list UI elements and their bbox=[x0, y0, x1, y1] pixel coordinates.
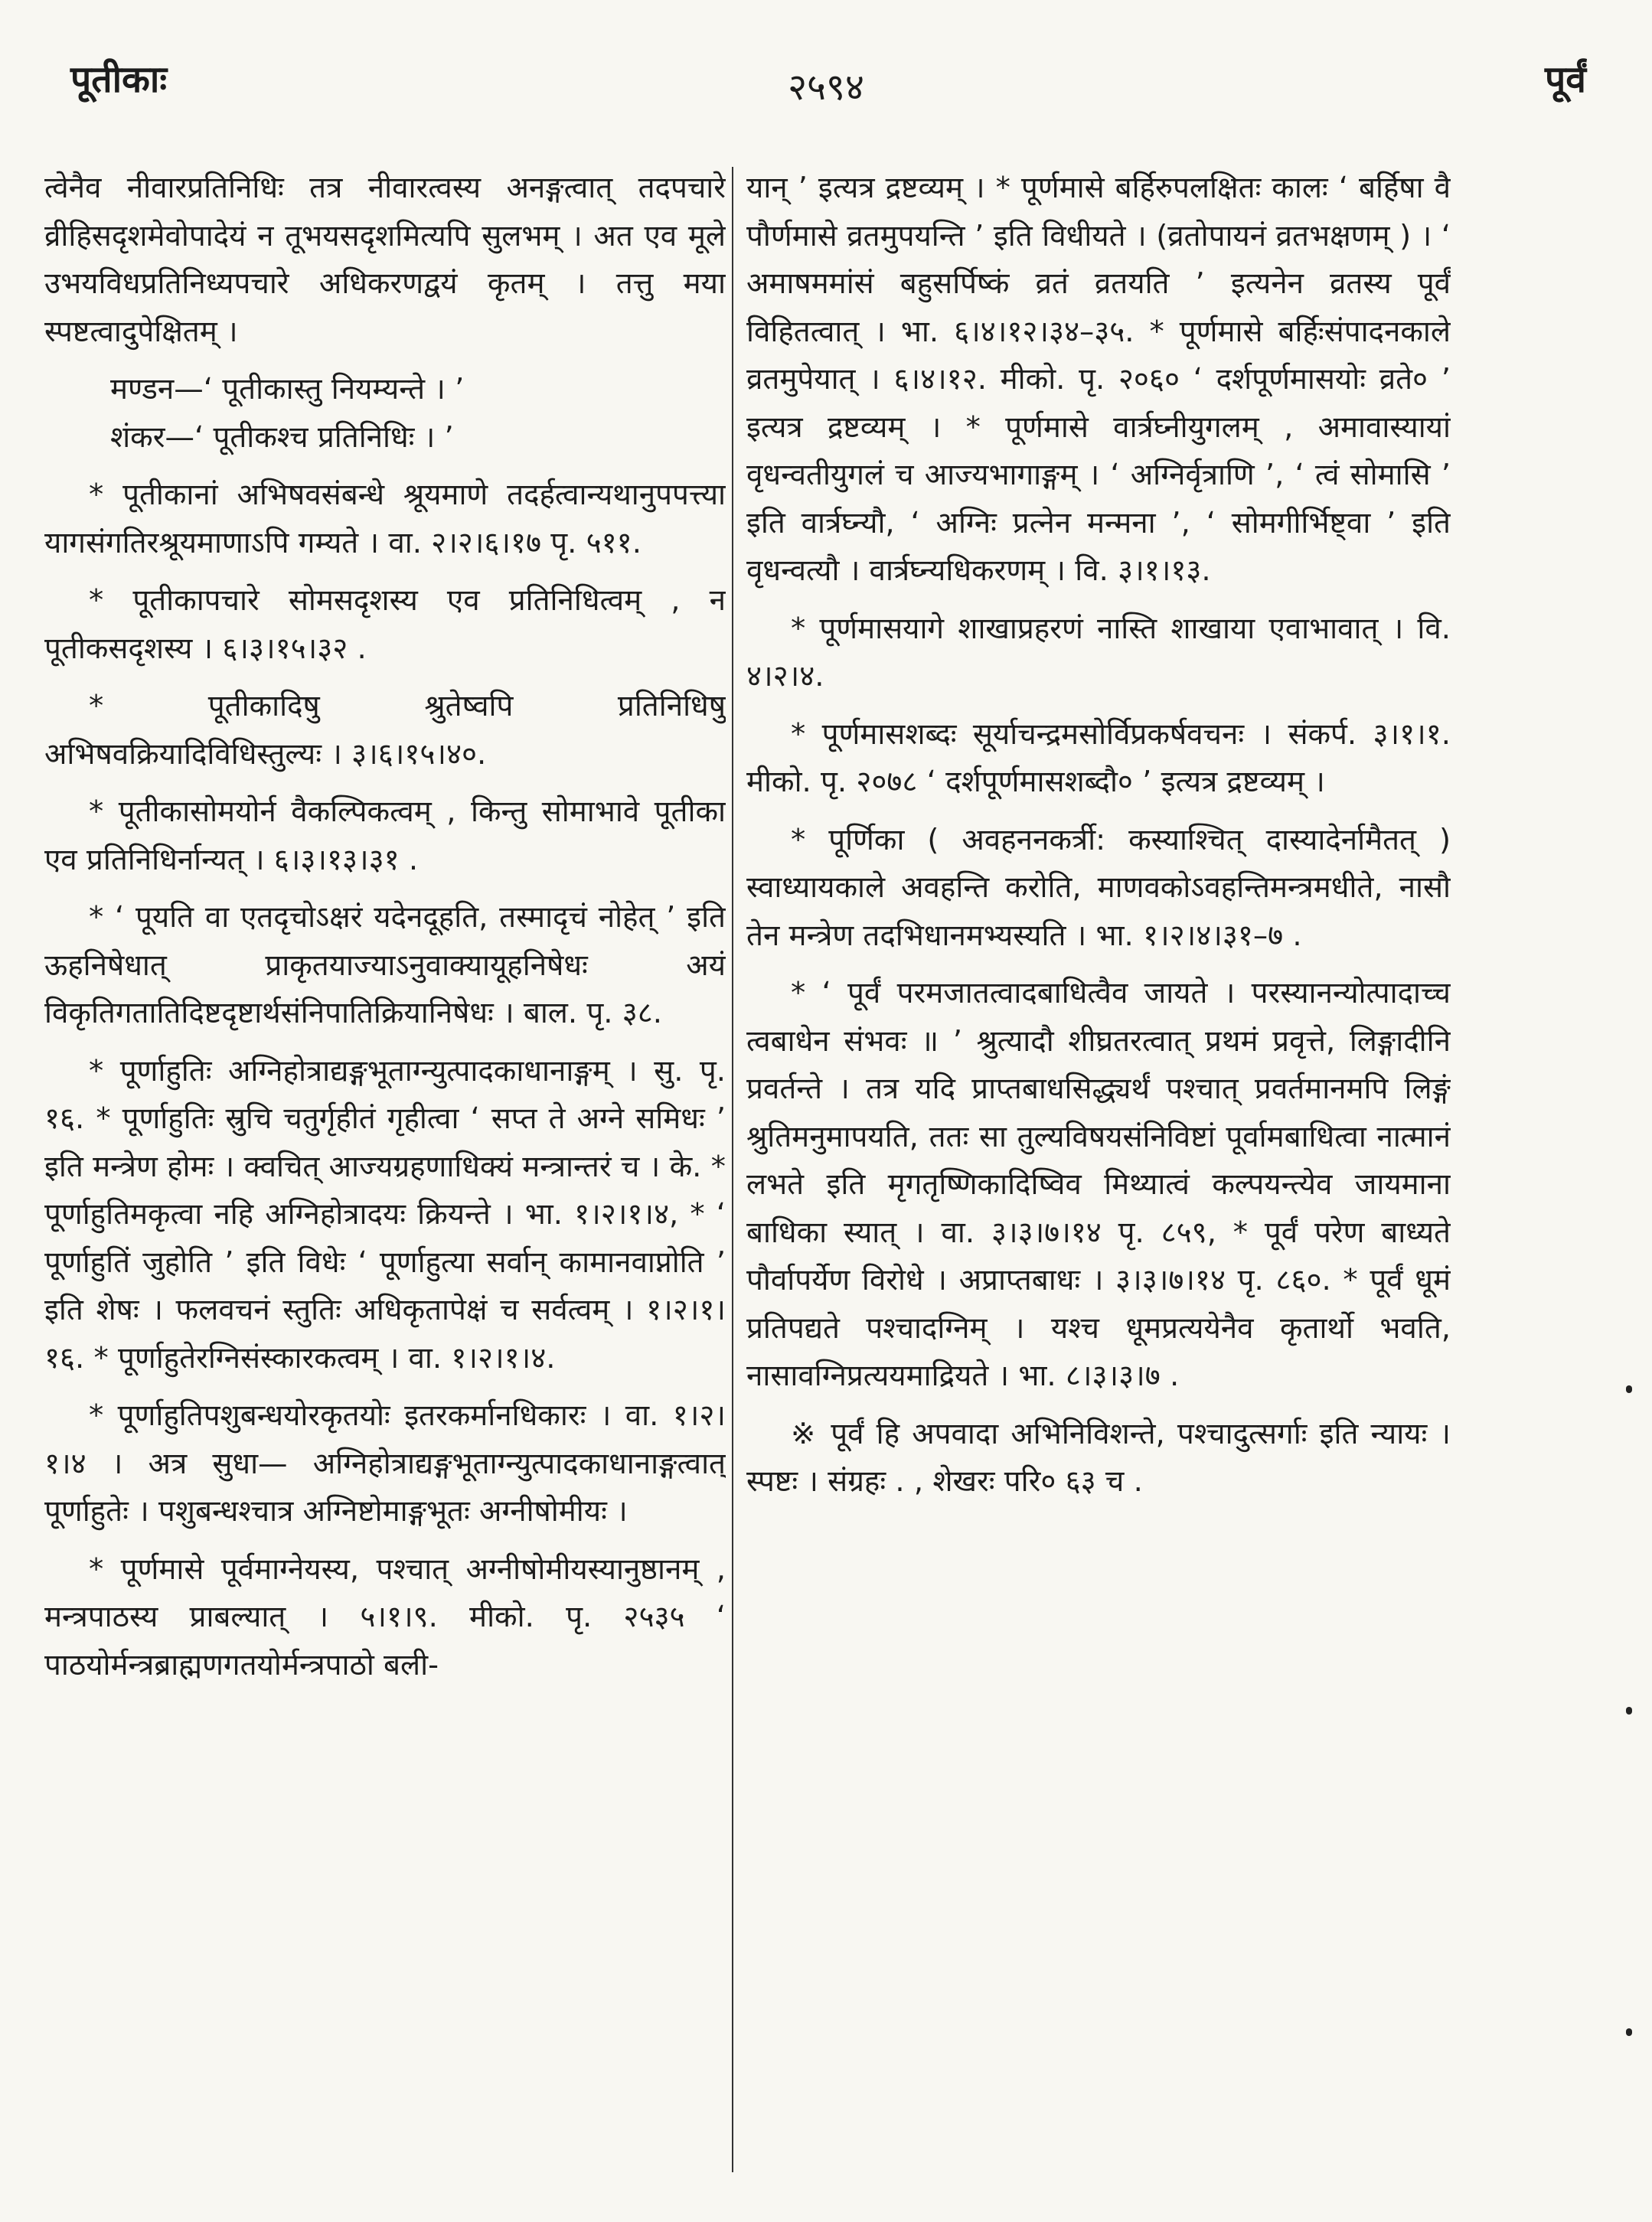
left-paragraph: त्वेनैव नीवारप्रतिनिधिः तत्र नीवारत्वस्य अनङ्गत्वात् तदपचारे व्रीहिसदृशमेवोपादेयं न तूभयसदृशमित्यपि सुलभम् । अत एव मूले उभयविधप्रतिनिध्यपचारे अधिकरणद्वयं कृतम् । तत्तु मया स्पष्टत्वादुपेक्षितम् । bbox=[44, 171, 726, 349]
left-paragraph: * पूतीकासोमयोर्न वैकल्पिकत्वम् , किन्तु सोमाभावे पूतीका एव प्रतिनिधिर्नान्यत् । ६।३।१३।३१ . bbox=[44, 795, 726, 877]
column-divider bbox=[732, 167, 733, 2172]
left-paragraph: शंकर—‘ पूतीकश्च प्रतिनिधिः । ’ bbox=[110, 419, 454, 455]
left-paragraph: * पूर्णमासे पूर्वमाग्नेयस्य, पश्चात् अग्नीषोमीयस्यानुष्ठानम् , मन्त्रपाठस्य प्राबल्यात् । ५।१।९. मीको. पृ. २५३५ ‘ पाठयोर्मन्त्रब्राह्मणगतयोर्मन्त्रपाठो बली- bbox=[44, 1551, 726, 1682]
page-header-right: पूर्वं bbox=[1545, 58, 1586, 101]
left-paragraph: मण्डन—‘ पूतीकास्तु नियम्यन्ते । ’ bbox=[110, 372, 465, 406]
margin-speck bbox=[1626, 1385, 1632, 1393]
right-paragraph: * पूर्णमासशब्दः सूर्याचन्द्रमसोर्विप्रकर्षवचनः । संकर्प. ३।१।१. मीको. पृ. २०७८ ‘ दर्शपूर्णमासशब्दौ० ’ इत्यत्र द्रष्टव्यम् । bbox=[746, 716, 1451, 799]
left-paragraph: * पूर्णाहुतिः अग्निहोत्राद्यङ्गभूताग्न्युत्पादकाधानाङ्गम् । सु. पृ. १६. * पूर्णाहुतिः स्रुचि चतुर्गृहीतं गृहीत्वा ‘ सप्त ते अग्ने समिधः ’ इति मन्त्रेण होमः । क्वचित् आज्यग्रहणाधिक्यं मन्त्रान्तरं च । के. * पूर्णाहुतिमकृत्वा नहि अग्निहोत्रादयः क्रियन्ते । भा. १।२।१।४, * ‘ पूर्णाहुतिं जुहोति ’ इति विधेः ‘ पूर्णाहुत्या सर्वान् कामानवाप्नोति ’ इति शेषः । फलवचनं स्तुतिः अधिकृतापेक्षं च सर्वत्वम् । १।२।१।१६. * पूर्णाहुतेरग्निसंस्कारकत्वम् । वा. १।२।१।४. bbox=[44, 1053, 726, 1375]
right-paragraph: * पूर्णिका ( अवहननकर्त्री: कस्याश्चित् दास्यादेर्नामैतत् ) स्वाध्यायकाले अवहन्ति करोति, माणवकोऽवहन्तिमन्त्रमधीते, नासौ तेन मन्त्रेण तदभिधानमभ्यस्यति । भा. १।२।४।३१–७ . bbox=[746, 822, 1451, 953]
margin-speck bbox=[1626, 1707, 1632, 1715]
left-paragraph: * पूतीकापचारे सोमसदृशस्य एव प्रतिनिधित्वम् , न पूतीकसदृशस्य । ६।३।१५।३२ . bbox=[44, 583, 726, 666]
left-paragraph: * पूर्णाहुतिपशुबन्धयोरकृतयोः इतरकर्मानधिकारः । वा. १।२।१।४ । अत्र सुधा— अग्निहोत्राद्यङ्गभूताग्न्युत्पादकाधानाङ्गत्वात् पूर्णाहुतेः । पशुबन्धश्चात्र अग्निष्टोमाङ्गभूतः अग्नीषोमीयः । bbox=[44, 1398, 726, 1529]
right-paragraph: यान् ’ इत्यत्र द्रष्टव्यम् । * पूर्णमासे बर्हिरुपलक्षितः कालः ‘ बर्हिषा वै पौर्णमासे व्रतमुपयन्ति ’ इति विधीयते । (व्रतोपायनं व्रतभक्षणम् ) । ‘ अमाषममांसं बहुसर्पिष्कं व्रतं व्रतयति ’ इत्यनेन व्रतस्य पूर्वं विहितत्वात् । भा. ६।४।१२।३४–३५. * पूर्णमासे बर्हिःसंपादनकाले व्रतमुपेयात् । ६।४।१२. मीको. पृ. २०६० ‘ दर्शपूर्णमासयोः व्रते० ’ इत्यत्र द्रष्टव्यम् । * पूर्णमासे वार्त्रघ्नीयुगलम् , अमावास्यायां वृधन्वतीयुगलं च आज्यभागाङ्गम् । ‘ अग्निर्वृत्राणि ’, ‘ त्वं सोमासि ’ इति वार्त्रघ्न्यौ, ‘ अग्निः प्रत्नेन मन्मना ’, ‘ सोमगीर्भिष्ट्वा ’ इति वृधन्वत्यौ । वार्त्रघ्न्यधिकरणम् । वि. ३।१।१३. bbox=[746, 171, 1451, 588]
page-header-left: पूतीकाः bbox=[70, 58, 168, 101]
right-paragraph: * ‘ पूर्वं परमजातत्वादबाधित्वैव जायते । परस्यानन्योत्पादाच्च त्वबाधेन संभवः ॥ ’ श्रुत्यादौ शीघ्रतरत्वात् प्रथमं प्रवृत्ते, लिङ्गादीनि प्रवर्तन्ते । तत्र यदि प्राप्तबाधसिद्ध्यर्थं पश्चात् प्रवर्तमानमपि लिङ्गं श्रुतिमनुमापयति, ततः सा तुल्यविषयसंनिविष्टां पूर्वामबाधित्वा नात्मानं लभते इति मृगतृष्णिकादिष्विव मिथ्यात्वं कल्पयन्त्येव जायमाना बाधिका स्यात् । वा. ३।३।७।१४ पृ. ८५९, * पूर्वं परेण बाध्यते पौर्वापर्येण विरोधे । अप्राप्तबाधः । ३।३।७।१४ पृ. ८६०. * पूर्वं धूमं प्रतिपद्यते पश्चादग्निम् । यश्च धूमप्रत्ययेनैव कृतार्थो भवति, नासावग्निप्रत्ययमाद्रियते । भा. ८।३।३।७ . bbox=[746, 976, 1451, 1393]
page-number: २५९४ bbox=[788, 66, 864, 109]
left-paragraph: * ‘ पूयति वा एतदृचोऽक्षरं यदेनदूहति, तस्मादृचं नोहेत् ’ इति ऊहनिषेधात् प्राकृतयाज्याऽनुवाक्यायूहनिषेधः अयं विकृतिगतातिदिष्टदृष्टार्थसंनिपातिक्रियानिषेधः । बाल. पृ. ३८. bbox=[44, 900, 726, 1030]
margin-speck bbox=[1626, 2028, 1632, 2036]
right-paragraph: ※ पूर्वं हि अपवादा अभिनिविशन्ते, पश्चादुत्सर्गाः इति न्यायः । स्पष्टः । संग्रहः . , शेखरः परि० ६३ च . bbox=[746, 1416, 1451, 1499]
right-paragraph: * पूर्णमासयागे शाखाप्रहरणं नास्ति शाखाया एवाभावात् । वि. ४।२।४. bbox=[746, 611, 1451, 693]
left-column bbox=[44, 165, 726, 2178]
right-column bbox=[746, 165, 1451, 2178]
left-paragraph: * पूतीकादिषु श्रुतेष्वपि प्रतिनिधिषु अभिषवक्रियादिविधिस्तुल्यः । ३।६।१५।४०. bbox=[44, 689, 726, 772]
left-paragraph: * पूतीकानां अभिषवसंबन्धे श्रूयमाणे तदर्हत्वान्यथानुपपत्त्या यागसंगतिरश्रूयमाणाऽपि गम्यते । वा. २।२।६।१७ पृ. ५११. bbox=[44, 478, 726, 560]
